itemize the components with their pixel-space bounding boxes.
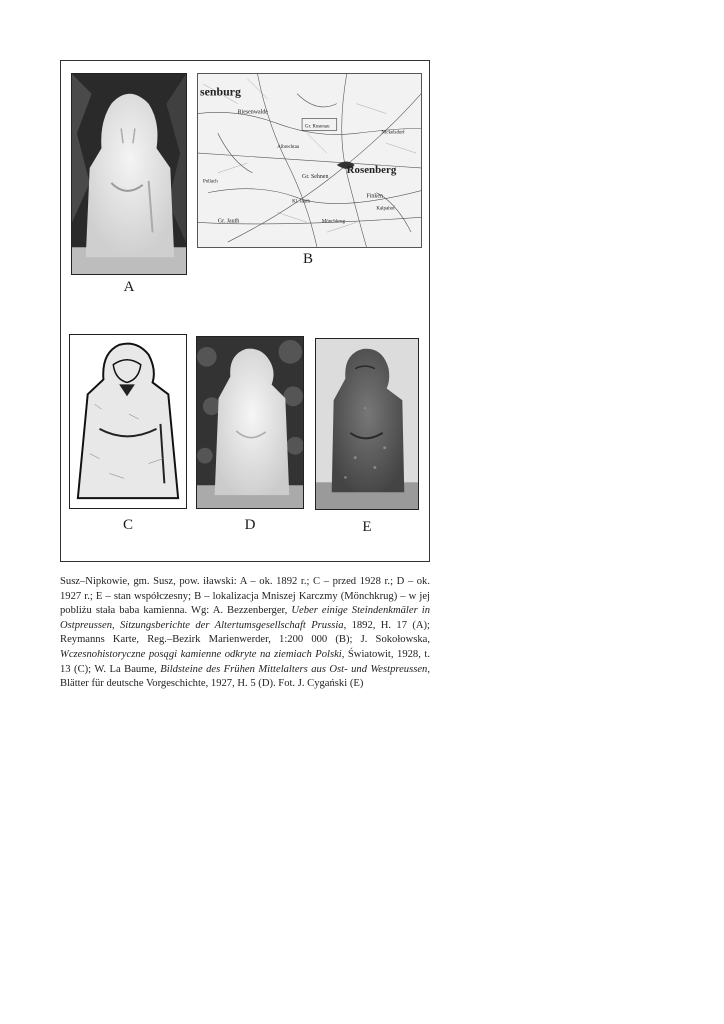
historic-map xyxy=(198,74,421,247)
caption-text: Susz–Nipkowie, gm. Susz, pow. iławski: A – ok. 1892 r.; C – przed 1928 r.; D – ok. 1927 r.; E – stan współczesny; B – lokalizacja Mniszej Karczmy (Mönchkrug) – w jej pobliżu stała baba kamienna. Wg: A. Bezzenberger, xyxy=(60,576,430,617)
stone-statue-photo-a xyxy=(72,74,186,274)
caption-title: Bildsteine des Frühen Mittelalters aus Ost- und Westpreussen xyxy=(160,663,428,675)
map-label: Kl. Jauth xyxy=(292,199,311,205)
map-label: Gr. Sehnen xyxy=(302,173,329,180)
map-label: Rosenberg xyxy=(346,163,397,176)
map-b xyxy=(197,73,422,248)
map-label: senburg xyxy=(199,84,241,99)
stone-statue-photo-d xyxy=(197,337,303,508)
label-e: E xyxy=(362,519,372,535)
photo-e xyxy=(315,338,419,510)
caption-title: Wczesnohistoryczne posągi kamienne odkryte na ziemiach Polski xyxy=(60,648,342,660)
map-label: Nickelsdorf xyxy=(381,130,405,136)
caption-text: , Blätter für deutsche Vorgeschichte, 1927, H. 5 (D). Fot. J. Cygański (E) xyxy=(60,663,430,690)
map-label: Kalpahof xyxy=(376,206,395,212)
label-d: D xyxy=(244,517,256,533)
map-label: Finken xyxy=(366,193,383,200)
photo-a xyxy=(71,73,187,275)
map-label: Riesenwalde xyxy=(237,109,268,116)
drawing-c xyxy=(69,334,187,509)
photo-d xyxy=(196,336,304,509)
caption-title: Ueber einige Steindenkmäler in Ostpreussen, Sitzungsberichte der Altertumsgesellschaft Prussia xyxy=(60,605,430,631)
map-label: Mönchkrug xyxy=(321,219,345,225)
figure-plate xyxy=(60,60,430,562)
caption-text: , 1892, H. 17 (A); Reymanns Karte, Reg.–Bezirk Marienwerder, 1:200 000 (B); J. Sokołowska, xyxy=(60,619,430,646)
map-label: Pollach xyxy=(202,179,218,185)
label-b: B xyxy=(302,251,313,267)
caption-text: , Światowit, 1928, t. 13 (C); W. La Baume, xyxy=(60,648,430,675)
map-label: Gr. Rosenau xyxy=(305,124,330,130)
label-a: A xyxy=(123,279,135,295)
stone-statue-drawing-c xyxy=(70,335,186,508)
stone-statue-photo-e xyxy=(316,339,418,509)
map-label: Gr. Jauth xyxy=(217,218,240,225)
map-label: Albrechtau xyxy=(277,145,300,151)
figure-caption xyxy=(60,575,430,692)
label-c: C xyxy=(122,517,133,533)
